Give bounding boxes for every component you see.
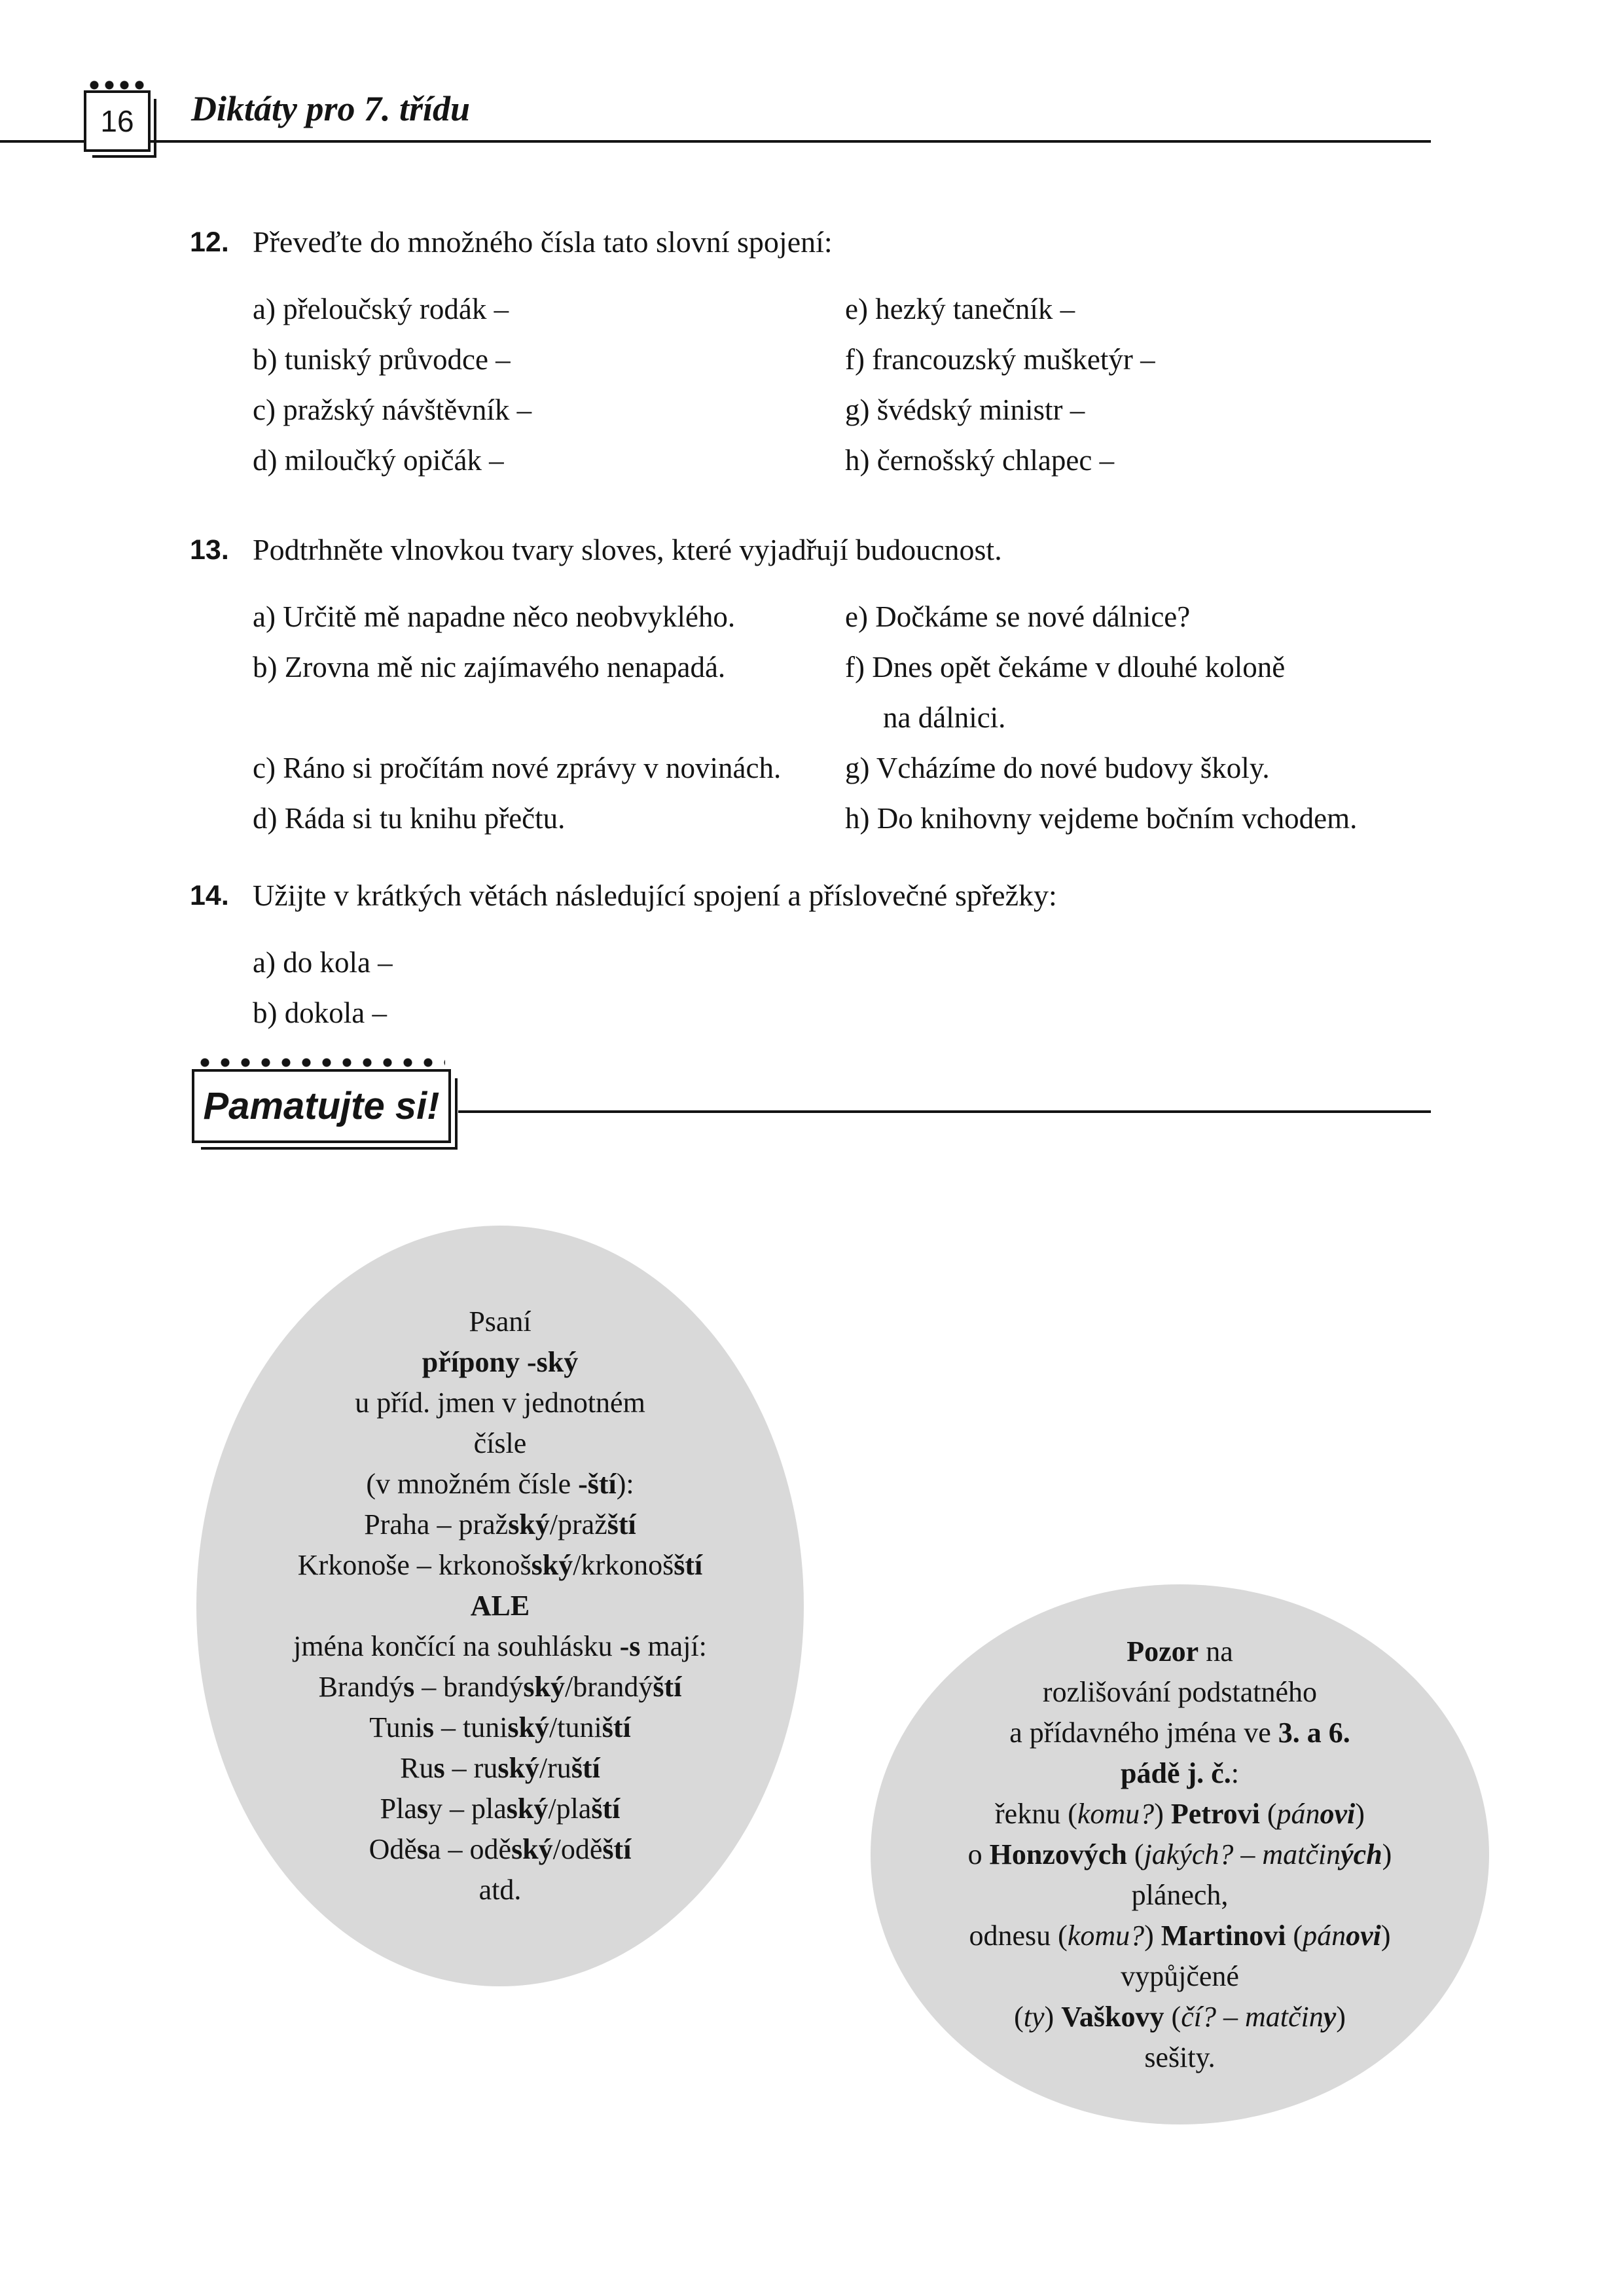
note-line <box>479 1870 522 1910</box>
text-segment: : <box>1231 1757 1239 1789</box>
exercise-item: e) Dočkáme se nové dálnice? <box>845 600 1191 633</box>
text-segment: ští <box>653 1671 682 1703</box>
text-segment: čí? – matčin <box>1181 2000 1324 2033</box>
text-segment: ský <box>511 1833 553 1865</box>
text-segment: ) <box>1336 2000 1346 2033</box>
text-segment: (v množném čísle <box>366 1468 579 1500</box>
text-segment: ( <box>1126 1838 1144 1870</box>
exercise-item: b) Zrovna mě nic zajímavého nenapadá. <box>253 651 726 683</box>
text-segment: ští <box>674 1549 703 1581</box>
reminder-box <box>192 1069 451 1143</box>
text-segment: ský <box>507 1711 550 1743</box>
text-segment: ( <box>1259 1797 1277 1830</box>
note-line <box>364 1504 636 1545</box>
exercise-row <box>253 592 1433 642</box>
text-segment: mají: <box>640 1630 707 1662</box>
text-segment: ) <box>1380 1919 1391 1952</box>
text-segment: y – pla <box>428 1793 507 1825</box>
exercise-row <box>253 335 1433 385</box>
text-segment: ští <box>602 1833 632 1865</box>
exercise-14 <box>190 876 1433 1038</box>
text-segment: plánech, <box>1131 1878 1229 1911</box>
exercise-12 <box>190 223 1433 486</box>
exercise-item <box>845 938 1433 988</box>
text-segment: Honzových <box>989 1838 1127 1870</box>
text-segment: vypůjčené <box>1121 1959 1239 1992</box>
text-segment: ovi <box>1346 1919 1381 1952</box>
exercise-row <box>253 938 1433 988</box>
page-number: 16 <box>100 104 134 138</box>
exercise-item: f) francouzský mušketýr – <box>845 343 1155 376</box>
header-title: Diktáty pro 7. třídu <box>191 89 471 128</box>
text-segment: ( <box>1286 1919 1303 1952</box>
text-segment: s <box>422 1711 434 1743</box>
text-segment: /odě <box>552 1833 603 1865</box>
note-line <box>369 1829 632 1870</box>
exercise-item: a) Určitě mě napadne něco neobvyklého. <box>253 600 736 633</box>
exercise-row <box>253 435 1433 486</box>
note-line <box>1126 1631 1233 1672</box>
exercise-row <box>253 642 1433 693</box>
exercise-items <box>190 938 1433 1038</box>
text-segment: Pla <box>380 1793 417 1825</box>
exercise-item: b) dokola – <box>253 996 387 1029</box>
page-number-tab <box>84 90 151 152</box>
text-segment: – tuni <box>433 1711 508 1743</box>
exercise-item: g) Vcházíme do nové budovy školy. <box>845 752 1270 784</box>
text-segment: – brandý <box>414 1671 524 1703</box>
text-segment: Tuni <box>369 1711 423 1743</box>
exercise-row <box>253 284 1433 335</box>
text-segment: /brandý <box>565 1671 653 1703</box>
note-line <box>319 1667 682 1707</box>
note-line <box>1144 2037 1215 2078</box>
exercise-number: 14. <box>190 880 229 911</box>
text-segment: přípony -ský <box>422 1346 579 1378</box>
exercise-item: c) pražský návštěvník – <box>253 393 532 426</box>
exercise-item: h) černošský chlapec – <box>845 444 1115 477</box>
text-segment: y <box>1323 2000 1337 2033</box>
text-segment: 3. a 6. <box>1278 1716 1350 1749</box>
exercise-instruction: Převeďte do množného čísla tato slovní spojení: <box>253 225 833 259</box>
text-segment: a – odě <box>428 1833 512 1865</box>
text-segment: Ru <box>400 1752 434 1784</box>
text-segment: ých <box>1341 1838 1382 1870</box>
exercise-instruction: Podtrhněte vlnovkou tvary sloves, které vyjadřují budoucnost. <box>253 533 1002 566</box>
note-line <box>366 1464 634 1504</box>
text-segment: Vaškovy <box>1061 2000 1164 2033</box>
text-segment: -s <box>619 1630 641 1662</box>
header-rule <box>0 140 1431 143</box>
note-line <box>422 1342 578 1383</box>
text-segment: Krkonoše – krkonoš <box>297 1549 532 1581</box>
text-segment: Odě <box>369 1833 417 1865</box>
text-segment: ( <box>1164 2000 1181 2033</box>
text-segment: /krkonoš <box>573 1549 674 1581</box>
text-segment: ) <box>1154 1797 1171 1830</box>
exercise-number: 12. <box>190 227 229 258</box>
text-segment: na <box>1198 1635 1233 1667</box>
text-segment: a přídavného jména ve <box>1009 1716 1278 1749</box>
exercise-item: d) miloučký opičák – <box>253 444 504 477</box>
text-segment: s <box>416 1793 428 1825</box>
text-segment: komu? <box>1077 1797 1155 1830</box>
exercise-head <box>190 223 1433 262</box>
note-line <box>293 1626 707 1667</box>
text-segment: odnesu ( <box>969 1919 1068 1952</box>
text-segment: čísle <box>473 1427 527 1459</box>
text-segment: ) <box>1044 2000 1062 2033</box>
text-segment: ): <box>616 1468 634 1500</box>
text-segment: ty <box>1023 2000 1045 2033</box>
note-bubble-suffix-sky <box>196 1226 804 1986</box>
exercise-items <box>190 592 1433 844</box>
exercise-item <box>253 693 845 743</box>
note-line <box>400 1748 600 1789</box>
text-segment: Psaní <box>469 1305 532 1338</box>
note-line <box>369 1707 630 1748</box>
text-segment: – ru <box>444 1752 498 1784</box>
text-segment: ) <box>1144 1919 1161 1952</box>
text-segment: Pozor <box>1126 1635 1199 1667</box>
text-segment: ALE <box>470 1590 530 1622</box>
note-line <box>1121 1956 1239 1997</box>
text-segment: /praž <box>549 1508 607 1540</box>
exercise-item: e) hezký tanečník – <box>845 293 1075 325</box>
exercise-item: na dálnici. <box>883 701 1006 734</box>
binding-dots-icon <box>89 80 148 90</box>
text-segment: rozlišování podstatného <box>1042 1675 1318 1708</box>
exercise-item: g) švédský ministr – <box>845 393 1085 426</box>
text-segment: ský <box>531 1549 573 1581</box>
note-line <box>968 1834 1392 1875</box>
text-segment: jakých? – matčin <box>1144 1838 1341 1870</box>
exercise-item <box>845 988 1433 1038</box>
text-segment: pán <box>1303 1919 1346 1952</box>
exercise-item: f) Dnes opět čekáme v dlouhé koloně <box>845 651 1286 683</box>
note-line <box>1043 1672 1317 1713</box>
text-segment: Petrovi <box>1170 1797 1260 1830</box>
text-segment: ) <box>1355 1797 1365 1830</box>
text-segment: /ru <box>539 1752 571 1784</box>
text-segment: /tuni <box>549 1711 602 1743</box>
text-segment: o <box>967 1838 990 1870</box>
exercise-item: a) do kola – <box>253 946 393 979</box>
text-segment: ovi <box>1320 1797 1356 1830</box>
exercise-head <box>190 530 1433 570</box>
note-line <box>1014 1997 1346 2037</box>
exercise-number: 13. <box>190 534 229 566</box>
exercise-row <box>253 988 1433 1038</box>
text-segment: Martinovi <box>1161 1919 1286 1952</box>
note-line <box>1132 1875 1229 1916</box>
note-line <box>969 1916 1391 1956</box>
note-line <box>469 1302 531 1342</box>
text-segment: s <box>416 1833 428 1865</box>
note-line <box>1121 1753 1239 1794</box>
exercise-row <box>253 385 1433 435</box>
text-segment: ) <box>1382 1838 1392 1870</box>
exercise-item: c) Ráno si pročítám nové zprávy v novinách. <box>253 752 782 784</box>
text-segment: ( <box>1014 2000 1024 2033</box>
exercise-row <box>253 693 1433 743</box>
exercise-head <box>190 876 1433 915</box>
text-segment: Brandý <box>318 1671 404 1703</box>
note-line <box>471 1586 530 1626</box>
text-segment: s <box>403 1671 415 1703</box>
text-segment: ští <box>602 1711 631 1743</box>
binding-dots-icon <box>200 1057 445 1068</box>
exercise-item: a) přeloučský rodák – <box>253 293 509 325</box>
text-segment: ští <box>571 1752 600 1784</box>
text-segment: ský <box>497 1752 539 1784</box>
reminder-label: Pamatujte si! <box>203 1085 440 1127</box>
text-segment: atd. <box>478 1874 522 1906</box>
exercise-item: b) tuniský průvodce – <box>253 343 511 376</box>
note-line <box>380 1789 621 1829</box>
text-segment: řeknu ( <box>995 1797 1077 1830</box>
text-segment: ští <box>607 1508 636 1540</box>
note-line <box>355 1383 645 1423</box>
text-segment: Praha – praž <box>364 1508 509 1540</box>
note-bubble-pozor <box>871 1584 1489 2124</box>
text-segment: u příd. jmen v jednotném <box>355 1387 645 1419</box>
exercise-item: h) Do knihovny vejdeme bočním vchodem. <box>845 802 1358 835</box>
reminder-rule <box>458 1110 1431 1113</box>
text-segment: komu? <box>1067 1919 1145 1952</box>
note-line <box>298 1545 702 1586</box>
text-segment: ský <box>506 1793 549 1825</box>
exercise-instruction: Užijte v krátkých větách následující spojení a příslovečné spřežky: <box>253 879 1057 912</box>
note-line <box>995 1794 1365 1834</box>
text-segment: ský <box>523 1671 566 1703</box>
text-segment: ští <box>591 1793 621 1825</box>
exercise-13 <box>190 530 1433 844</box>
text-segment: -ští <box>578 1468 617 1500</box>
note-line <box>474 1423 527 1464</box>
text-segment: /pla <box>548 1793 592 1825</box>
text-segment: pádě j. č. <box>1121 1757 1231 1789</box>
exercise-row <box>253 743 1433 793</box>
text-segment: pán <box>1276 1797 1320 1830</box>
exercise-row <box>253 793 1433 844</box>
note-line <box>1009 1713 1350 1753</box>
text-segment: jména končící na souhlásku <box>293 1630 620 1662</box>
text-segment: s <box>433 1752 445 1784</box>
exercise-items <box>190 284 1433 486</box>
text-segment: sešity. <box>1144 2041 1216 2073</box>
text-segment: ský <box>508 1508 550 1540</box>
exercise-item: d) Ráda si tu knihu přečtu. <box>253 802 566 835</box>
